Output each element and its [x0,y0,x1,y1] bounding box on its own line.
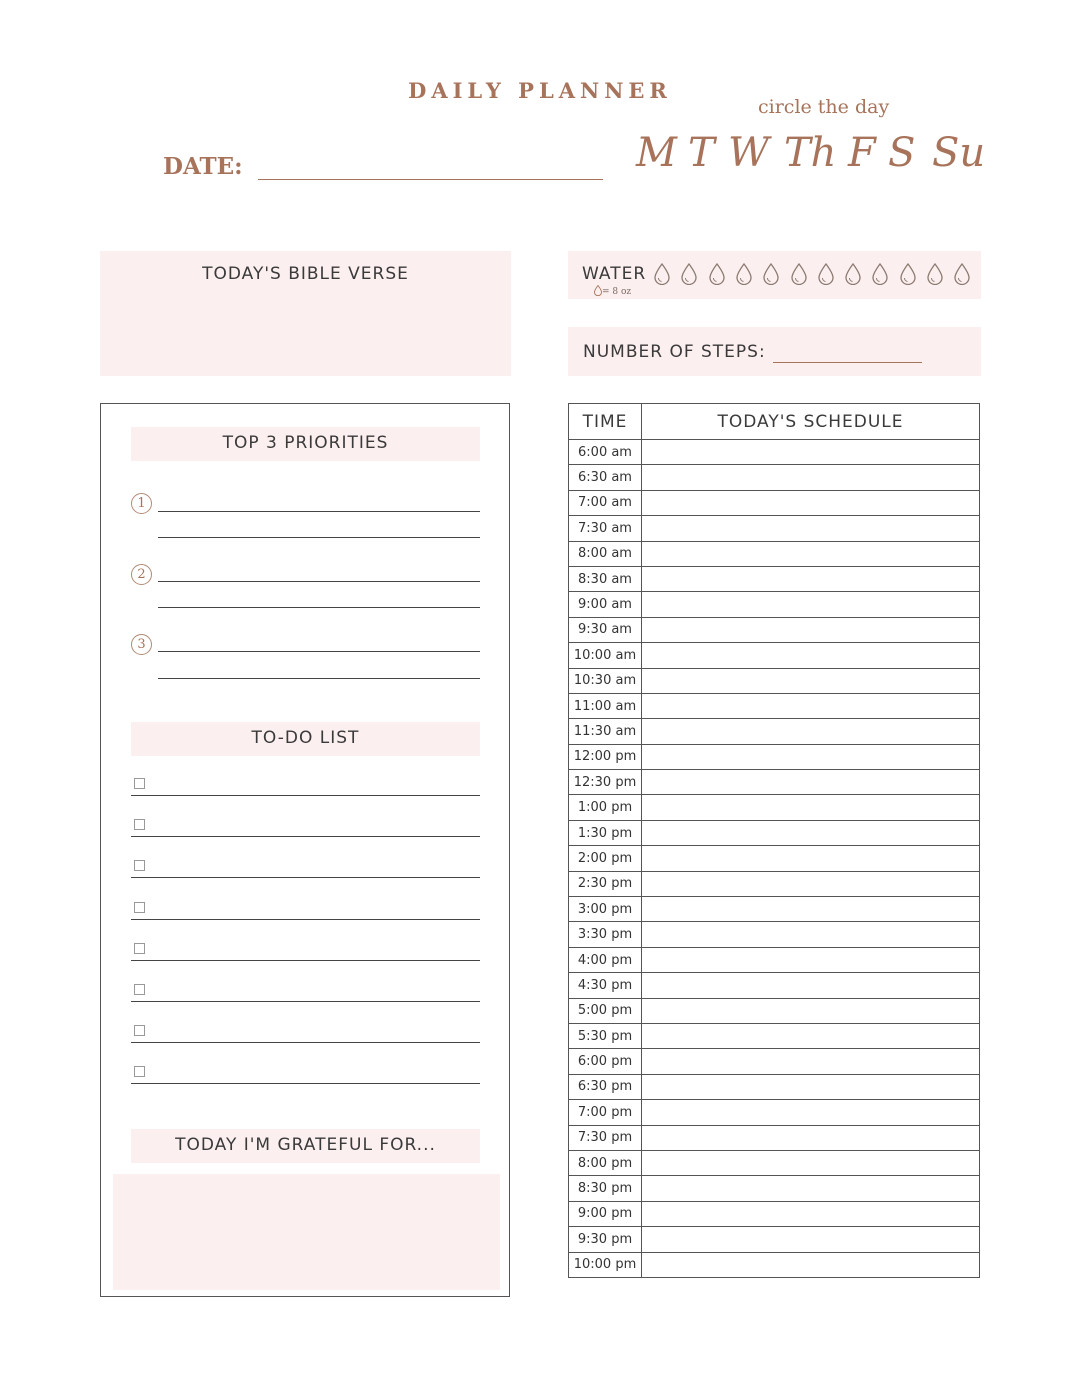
time-cell: 7:30 am [569,516,642,541]
schedule-entry-cell[interactable] [642,592,980,617]
schedule-entry-cell[interactable] [642,719,980,744]
time-cell: 10:00 pm [569,1252,642,1277]
schedule-entry-cell[interactable] [642,516,980,541]
time-cell: 12:30 pm [569,770,642,795]
schedule-entry-cell[interactable] [642,1150,980,1175]
schedule-row [569,490,980,515]
todo-line[interactable] [131,919,480,920]
drop-icon [594,285,602,296]
schedule-row [569,1074,980,1099]
schedule-entry-cell[interactable] [642,440,980,465]
todo-checkbox[interactable] [134,1025,145,1036]
day-saturday[interactable]: S [888,130,916,176]
schedule-row [569,1227,980,1252]
todo-line[interactable] [131,1083,480,1084]
steps-box [568,327,981,376]
time-cell: 6:00 am [569,440,642,465]
schedule-row [569,998,980,1023]
time-cell: 5:30 pm [569,1023,642,1048]
schedule-row [569,1150,980,1175]
time-cell: 9:00 pm [569,1201,642,1226]
date-field[interactable] [258,179,603,180]
time-cell: 9:30 pm [569,1227,642,1252]
time-cell: 6:30 am [569,465,642,490]
bible-verse-heading: TODAY'S BIBLE VERSE [202,264,409,284]
priority-line[interactable] [158,607,480,608]
grateful-area[interactable] [113,1174,500,1290]
time-cell: 7:30 pm [569,1125,642,1150]
schedule-row [569,566,980,591]
water-tracker [568,251,981,299]
schedule-entry-cell[interactable] [642,998,980,1023]
water-drop-icon[interactable] [709,263,725,285]
schedule-row [569,1023,980,1048]
schedule-row [569,617,980,642]
schedule-row [569,846,980,871]
time-cell: 7:00 am [569,490,642,515]
schedule-entry-cell[interactable] [642,1125,980,1150]
todo-line[interactable] [131,1001,480,1002]
todo-line[interactable] [131,836,480,837]
todo-heading: TO-DO LIST [131,722,480,756]
time-cell: 2:00 pm [569,846,642,871]
time-cell: 8:00 pm [569,1150,642,1175]
water-drop-icon[interactable] [654,263,670,285]
schedule-row [569,922,980,947]
steps-field[interactable] [773,362,922,363]
time-cell: 11:00 am [569,693,642,718]
day-thursday[interactable]: Th [784,130,837,176]
todo-line[interactable] [131,960,480,961]
schedule-row [569,1201,980,1226]
todo-checkbox[interactable] [134,1066,145,1077]
time-cell: 10:30 am [569,668,642,693]
time-column-heading: TIME [569,404,642,440]
priority-line[interactable] [158,511,480,512]
priority-number-1: 1 [131,493,152,514]
water-label: WATER [582,264,647,284]
schedule-column-heading: TODAY'S SCHEDULE [642,404,980,440]
priority-number-2: 2 [131,564,152,585]
schedule-row [569,820,980,845]
time-cell: 2:30 pm [569,871,642,896]
schedule-row [569,770,980,795]
day-friday[interactable]: F [848,130,876,176]
schedule-entry-cell[interactable] [642,541,980,566]
todo-checkbox[interactable] [134,943,145,954]
schedule-entry-cell[interactable] [642,1176,980,1201]
water-drop-icon[interactable] [791,263,807,285]
schedule-row [569,1049,980,1074]
schedule-row [569,744,980,769]
todo-checkbox[interactable] [134,860,145,871]
day-selector [632,130,992,200]
water-drop-icon[interactable] [818,263,834,285]
schedule-row [569,541,980,566]
schedule-row [569,668,980,693]
page-title: DAILY PLANNER [408,78,672,103]
circle-day-hint: circle the day [758,96,890,118]
time-cell: 8:00 am [569,541,642,566]
schedule-row [569,947,980,972]
todo-checkbox[interactable] [134,819,145,830]
water-drop-icon[interactable] [763,263,779,285]
time-cell: 4:30 pm [569,973,642,998]
priority-line[interactable] [158,537,480,538]
schedule-entry-cell[interactable] [642,1227,980,1252]
todo-checkbox[interactable] [134,778,145,789]
grateful-heading: TODAY I'M GRATEFUL FOR... [131,1129,480,1163]
water-drop-icon[interactable] [872,263,888,285]
time-cell: 9:00 am [569,592,642,617]
schedule-row [569,516,980,541]
schedule-entry-cell[interactable] [642,947,980,972]
time-cell: 8:30 pm [569,1176,642,1201]
priority-line[interactable] [158,678,480,679]
schedule-entry-cell[interactable] [642,693,980,718]
time-cell: 8:30 am [569,566,642,591]
time-cell: 1:00 pm [569,795,642,820]
schedule-entry-cell[interactable] [642,1049,980,1074]
todo-line[interactable] [131,795,480,796]
schedule-table [568,403,980,1278]
time-cell: 11:30 am [569,719,642,744]
todo-line[interactable] [131,1042,480,1043]
schedule-entry-cell[interactable] [642,668,980,693]
schedule-entry-cell[interactable] [642,871,980,896]
schedule-row [569,973,980,998]
time-cell: 5:00 pm [569,998,642,1023]
schedule-entry-cell[interactable] [642,922,980,947]
schedule-entry-cell[interactable] [642,820,980,845]
schedule-row [569,1252,980,1277]
schedule-entry-cell[interactable] [642,643,980,668]
schedule-entry-cell[interactable] [642,973,980,998]
schedule-row [569,871,980,896]
time-cell: 3:00 pm [569,897,642,922]
schedule-entry-cell[interactable] [642,617,980,642]
schedule-row [569,1100,980,1125]
time-cell: 9:30 am [569,617,642,642]
water-note-text: = 8 oz [602,287,632,297]
water-drop-icon[interactable] [900,263,916,285]
schedule-row [569,719,980,744]
left-panel [100,403,510,1297]
schedule-row [569,592,980,617]
priority-line[interactable] [158,651,480,652]
water-drop-icon[interactable] [954,263,970,285]
time-cell: 6:30 pm [569,1074,642,1099]
schedule-row [569,897,980,922]
schedule-entry-cell[interactable] [642,744,980,769]
schedule-entry-cell[interactable] [642,1023,980,1048]
day-tuesday[interactable]: T [688,130,715,176]
water-note [594,285,631,297]
schedule-row [569,643,980,668]
time-cell: 7:00 pm [569,1100,642,1125]
time-cell: 4:00 pm [569,947,642,972]
time-cell: 12:00 pm [569,744,642,769]
schedule-header-row [569,404,980,440]
schedule-entry-cell[interactable] [642,490,980,515]
priority-number-3: 3 [131,634,152,655]
schedule-row [569,693,980,718]
steps-label: NUMBER OF STEPS: [583,342,766,362]
bible-verse-box[interactable] [100,251,511,376]
water-drop-icon[interactable] [927,263,943,285]
day-sunday[interactable]: Su [932,130,986,176]
schedule-row [569,440,980,465]
time-cell: 6:00 pm [569,1049,642,1074]
todo-checkbox[interactable] [134,902,145,913]
schedule-entry-cell[interactable] [642,1201,980,1226]
schedule-entry-cell[interactable] [642,1100,980,1125]
priority-line[interactable] [158,581,480,582]
todo-line[interactable] [131,877,480,878]
schedule-entry-cell[interactable] [642,566,980,591]
schedule-entry-cell[interactable] [642,770,980,795]
schedule-entry-cell[interactable] [642,846,980,871]
schedule-entry-cell[interactable] [642,1252,980,1277]
time-cell: 10:00 am [569,643,642,668]
time-cell: 3:30 pm [569,922,642,947]
water-drop-icon[interactable] [845,263,861,285]
water-drop-icon[interactable] [736,263,752,285]
priorities-heading: TOP 3 PRIORITIES [131,427,480,461]
schedule-row [569,1125,980,1150]
schedule-row [569,795,980,820]
schedule-entry-cell[interactable] [642,1074,980,1099]
schedule [568,403,981,1278]
day-monday[interactable]: M [636,130,677,176]
time-cell: 1:30 pm [569,820,642,845]
date-label: DATE: [163,153,243,180]
day-wednesday[interactable]: W [728,130,770,176]
schedule-row [569,465,980,490]
water-drop-icon[interactable] [681,263,697,285]
todo-checkbox[interactable] [134,984,145,995]
schedule-entry-cell[interactable] [642,465,980,490]
schedule-entry-cell[interactable] [642,795,980,820]
schedule-row [569,1176,980,1201]
schedule-entry-cell[interactable] [642,897,980,922]
